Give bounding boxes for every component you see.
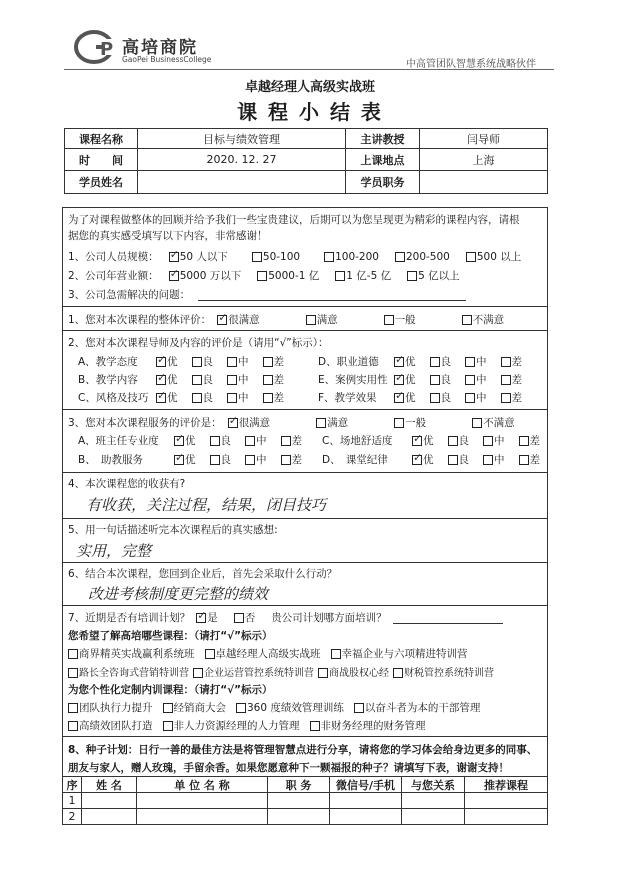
place-value[interactable]: 上海 bbox=[419, 148, 548, 171]
rating-medium[interactable]: 中 bbox=[227, 390, 249, 405]
q3-input-line[interactable] bbox=[198, 289, 466, 301]
rating-excellent[interactable]: ✓ 优 bbox=[394, 390, 416, 405]
checkbox-icon[interactable] bbox=[448, 436, 458, 446]
custom-opt[interactable]: 360 度绩效管理训练 bbox=[236, 700, 344, 715]
s4-answer[interactable]: 有收获，关注过程，结果，闭目技巧 bbox=[86, 496, 327, 514]
custom-opt[interactable]: 高绩效团队打造 bbox=[68, 718, 153, 733]
course-opt[interactable]: 路长全咨询式营销特训营 bbox=[68, 664, 189, 679]
place-label: 上课地点 bbox=[345, 148, 420, 171]
checkbox-icon[interactable] bbox=[281, 436, 291, 446]
s7-plan-line[interactable] bbox=[393, 612, 503, 624]
rating-excellent[interactable]: ✓ 优 bbox=[394, 354, 416, 369]
checkbox-icon[interactable] bbox=[316, 418, 326, 428]
q2-opt2[interactable]: 5000-1 亿 bbox=[257, 268, 319, 283]
q1-opt4[interactable]: 200-500 bbox=[395, 251, 450, 263]
s7-no[interactable]: 否 bbox=[234, 610, 256, 625]
course-opt[interactable]: 企业运营管控系统特训营 bbox=[193, 664, 314, 679]
rating-medium[interactable]: 中 bbox=[465, 372, 487, 387]
q3-label: 3、公司急需解决的问题： bbox=[68, 289, 191, 301]
checkbox-icon[interactable] bbox=[394, 375, 404, 385]
checkbox-icon[interactable] bbox=[430, 393, 440, 403]
q1-opt5[interactable]: 500 以上 bbox=[466, 249, 521, 264]
position-value[interactable] bbox=[419, 170, 548, 194]
rating-poor[interactable]: 差 bbox=[281, 433, 303, 448]
checkbox-icon[interactable] bbox=[354, 703, 364, 713]
th-name: 姓 名 bbox=[81, 776, 137, 793]
q2-opt4[interactable]: 5 亿以上 bbox=[407, 268, 460, 283]
rating-medium[interactable]: 中 bbox=[483, 452, 505, 467]
row-no: 2 bbox=[62, 808, 82, 825]
page-title: 课 程 小 结 表 bbox=[237, 100, 383, 124]
checkbox-icon[interactable] bbox=[324, 252, 334, 262]
th-no: 序 bbox=[62, 776, 82, 793]
checkbox-icon[interactable] bbox=[193, 668, 203, 678]
checkbox-icon[interactable] bbox=[465, 393, 475, 403]
rating-good[interactable]: 良 bbox=[210, 452, 232, 467]
checkbox-icon[interactable] bbox=[519, 455, 529, 465]
checkbox-icon[interactable] bbox=[205, 649, 215, 659]
table-cell[interactable] bbox=[136, 808, 268, 825]
checkbox-icon[interactable] bbox=[384, 315, 394, 325]
rating-poor[interactable]: 差 bbox=[501, 354, 523, 369]
s3-label: 3、您对本次课程服务的评价是： bbox=[68, 417, 222, 429]
checkbox-icon[interactable] bbox=[210, 455, 220, 465]
checkbox-icon[interactable] bbox=[335, 271, 345, 281]
course-opt[interactable]: 卓越经理人高级实战班 bbox=[205, 646, 321, 661]
s4-label: 4、本次课程您的收获有? bbox=[68, 478, 186, 490]
th-relation: 与您关系 bbox=[401, 776, 465, 793]
table-cell[interactable] bbox=[329, 792, 402, 809]
rating-medium[interactable]: 中 bbox=[245, 452, 267, 467]
checkbox-icon[interactable] bbox=[68, 649, 78, 659]
checkbox-icon[interactable] bbox=[227, 357, 237, 367]
rating-excellent[interactable]: ✓ 优 bbox=[174, 452, 196, 467]
checkbox-icon[interactable] bbox=[227, 393, 237, 403]
checkbox-icon[interactable] bbox=[245, 455, 255, 465]
q1-opt3[interactable]: 100-200 bbox=[324, 251, 379, 263]
rating-good[interactable]: 良 bbox=[192, 354, 214, 369]
rating-poor[interactable]: 差 bbox=[501, 390, 523, 405]
checkbox-icon[interactable] bbox=[227, 375, 237, 385]
checkbox-icon[interactable] bbox=[407, 271, 417, 281]
divider bbox=[62, 562, 548, 563]
checkbox-icon[interactable] bbox=[519, 436, 529, 446]
rating-good[interactable]: 良 bbox=[192, 372, 214, 387]
rating-good[interactable]: 良 bbox=[430, 390, 452, 405]
checkbox-icon[interactable] bbox=[263, 357, 273, 367]
custom-opt[interactable]: 团队执行力提升 bbox=[68, 700, 153, 715]
s1-opt4[interactable]: 不满意 bbox=[462, 312, 505, 327]
s8-line2: 朋友与家人，赠人玫瑰，手留余香。如果您愿意种下一颗福报的种子？请填写下表，谢谢支持！ bbox=[68, 762, 509, 774]
th-course: 推荐课程 bbox=[464, 776, 548, 793]
checkbox-icon[interactable] bbox=[263, 393, 273, 403]
q2-label: 2、公司年营业额： bbox=[68, 270, 159, 282]
checkbox-icon[interactable] bbox=[169, 252, 179, 262]
checkbox-icon[interactable] bbox=[68, 668, 78, 678]
s7-plan: 贵公司计划哪方面培训？ bbox=[271, 612, 387, 624]
checkbox-icon[interactable] bbox=[412, 455, 422, 465]
course-opt[interactable]: 商界精英实战赢利系统班 bbox=[68, 646, 195, 661]
time-label: 时 间 bbox=[64, 148, 138, 171]
table-cell[interactable] bbox=[267, 808, 330, 825]
s8-line1: 8、种子计划：日行一善的最佳方法是将管理智慧点进行分享，请将您的学习体会给身边更多的同事、 bbox=[68, 744, 538, 756]
q1-label: 1、公司人员规模： bbox=[68, 251, 159, 263]
checkbox-icon[interactable] bbox=[174, 436, 184, 446]
checkbox-icon[interactable] bbox=[318, 668, 328, 678]
course-opt[interactable]: 财税管控系统特训营 bbox=[393, 664, 494, 679]
q1-opt2[interactable]: 50-100 bbox=[252, 251, 300, 263]
s1-label: 1、您对本次课程的整体评价： bbox=[68, 314, 212, 326]
position-label: 学员职务 bbox=[345, 170, 420, 194]
checkbox-icon[interactable] bbox=[306, 315, 316, 325]
divider bbox=[62, 330, 548, 331]
s7-yes[interactable]: ✓ 是 bbox=[196, 610, 218, 625]
checkbox-icon[interactable] bbox=[68, 703, 78, 713]
table-cell[interactable] bbox=[136, 792, 268, 809]
tagline: 中高管团队智慧系统战略伙伴 bbox=[406, 59, 536, 70]
checkbox-icon[interactable] bbox=[501, 375, 511, 385]
s2-e-label: E、案例实用性 bbox=[318, 374, 388, 386]
checkbox-icon[interactable] bbox=[263, 375, 273, 385]
s2-f-label: F、教学效果 bbox=[318, 392, 377, 404]
table-cell[interactable] bbox=[464, 792, 548, 809]
checkbox-icon[interactable] bbox=[156, 357, 166, 367]
q2-opt1[interactable]: ✓ 5000 万以下 bbox=[169, 268, 242, 283]
checkbox-icon[interactable] bbox=[163, 703, 173, 713]
rating-poor[interactable]: 差 bbox=[519, 433, 541, 448]
checkbox-icon[interactable] bbox=[196, 613, 206, 623]
checkbox-icon[interactable] bbox=[192, 393, 202, 403]
rating-poor[interactable]: 差 bbox=[519, 452, 541, 467]
checkbox-icon[interactable] bbox=[310, 721, 320, 731]
course-label: 课程名称 bbox=[64, 128, 138, 149]
course-opt[interactable]: 幸福企业与六项精进特训营 bbox=[331, 646, 468, 661]
rating-excellent[interactable]: ✓ 优 bbox=[394, 372, 416, 387]
rating-medium[interactable]: 中 bbox=[245, 433, 267, 448]
program-title: 卓越经理人高级实战班 bbox=[244, 80, 375, 95]
s1-opt3[interactable]: 一般 bbox=[384, 312, 416, 327]
s3-d-label: D、 课堂纪律 bbox=[322, 454, 388, 466]
s3-opt3[interactable]: 一般 bbox=[394, 415, 426, 430]
s5-label: 5、用一句话描述听完本次课程后的真实感想: bbox=[68, 524, 278, 536]
checkbox-icon[interactable] bbox=[163, 721, 173, 731]
checkbox-icon[interactable] bbox=[156, 393, 166, 403]
s6-answer[interactable]: 改进考核制度更完整的绩效 bbox=[88, 585, 269, 603]
checkbox-icon[interactable] bbox=[68, 721, 78, 731]
rating-medium[interactable]: 中 bbox=[483, 433, 505, 448]
checkbox-icon[interactable] bbox=[448, 455, 458, 465]
s5-answer[interactable]: 实用，完整 bbox=[76, 542, 152, 560]
rating-medium[interactable]: 中 bbox=[227, 372, 249, 387]
checkbox-icon[interactable] bbox=[462, 315, 472, 325]
s7-custom: 为您个性化定制内训课程：（请打“√”标示） bbox=[68, 684, 273, 696]
rating-medium[interactable]: 中 bbox=[465, 390, 487, 405]
custom-opt[interactable]: 非人力资源经理的人力管理 bbox=[163, 718, 300, 733]
rating-poor[interactable]: 差 bbox=[263, 354, 285, 369]
divider bbox=[62, 472, 548, 473]
student-label: 学员姓名 bbox=[64, 170, 138, 194]
divider bbox=[62, 409, 548, 410]
s3-opt2[interactable]: 满意 bbox=[316, 415, 348, 430]
checkbox-icon[interactable] bbox=[483, 455, 493, 465]
th-title: 职 务 bbox=[267, 776, 330, 793]
intro-line1: 为了对课程做整体的回顾并给予我们一些宝贵建议，后期可以为您呈现更为精彩的课程内容，请根 bbox=[68, 214, 520, 226]
rating-good[interactable]: 良 bbox=[448, 433, 470, 448]
checkbox-icon[interactable] bbox=[394, 357, 404, 367]
table-cell[interactable] bbox=[401, 792, 465, 809]
table-cell[interactable] bbox=[81, 792, 137, 809]
divider bbox=[62, 605, 548, 606]
s3-a-label: A、班主任专业度 bbox=[78, 435, 159, 447]
checkbox-icon[interactable] bbox=[192, 375, 202, 385]
checkbox-icon[interactable] bbox=[393, 668, 403, 678]
rating-excellent[interactable]: ✓ 优 bbox=[156, 390, 178, 405]
header-rule bbox=[64, 69, 554, 70]
teacher-value[interactable]: 闫导师 bbox=[419, 128, 548, 149]
s3-b-label: B、 助教服务 bbox=[78, 454, 143, 466]
s3-opt4[interactable]: 不满意 bbox=[472, 415, 515, 430]
checkbox-icon[interactable] bbox=[394, 418, 404, 428]
custom-opt[interactable]: 非财务经理的财务管理 bbox=[310, 718, 426, 733]
rating-good[interactable]: 良 bbox=[430, 372, 452, 387]
s2-c-label: C、风格及技巧 bbox=[78, 392, 149, 404]
checkbox-icon[interactable] bbox=[174, 455, 184, 465]
checkbox-icon[interactable] bbox=[252, 252, 262, 262]
checkbox-icon[interactable] bbox=[236, 703, 246, 713]
rating-poor[interactable]: 差 bbox=[501, 372, 523, 387]
row-no: 1 bbox=[62, 792, 82, 809]
checkbox-icon[interactable] bbox=[257, 271, 267, 281]
checkbox-icon[interactable] bbox=[169, 271, 179, 281]
q2-opt3[interactable]: 1 亿-5 亿 bbox=[335, 268, 391, 283]
checkbox-icon[interactable] bbox=[245, 436, 255, 446]
rating-good[interactable]: 良 bbox=[448, 452, 470, 467]
s1-opt2[interactable]: 满意 bbox=[306, 312, 338, 327]
q1-opt1[interactable]: ✓ 50 人以下 bbox=[169, 249, 228, 264]
checkbox-icon[interactable] bbox=[430, 375, 440, 385]
s2-b-label: B、教学内容 bbox=[78, 374, 138, 386]
divider bbox=[62, 306, 548, 307]
checkbox-icon[interactable] bbox=[412, 436, 422, 446]
checkbox-icon[interactable] bbox=[483, 436, 493, 446]
checkbox-icon[interactable] bbox=[228, 418, 238, 428]
th-contact: 微信号/手机 bbox=[329, 776, 402, 793]
rating-medium[interactable]: 中 bbox=[227, 354, 249, 369]
checkbox-icon[interactable] bbox=[395, 252, 405, 262]
s3-c-label: C、场地舒适度 bbox=[322, 435, 393, 447]
rating-poor[interactable]: 差 bbox=[263, 372, 285, 387]
rating-poor[interactable]: 差 bbox=[281, 452, 303, 467]
th-org: 单 位 名 称 bbox=[136, 776, 268, 793]
s2-label: 2、您对本次课程导师及内容的评价是（请用“√”标示）： bbox=[68, 337, 329, 349]
rating-excellent[interactable]: ✓ 优 bbox=[412, 433, 434, 448]
checkbox-icon[interactable] bbox=[217, 315, 227, 325]
checkbox-icon[interactable] bbox=[234, 613, 244, 623]
divider bbox=[62, 518, 548, 519]
course-opt[interactable]: 商战股权心经 bbox=[318, 664, 389, 679]
rating-good[interactable]: 良 bbox=[192, 390, 214, 405]
checkbox-icon[interactable] bbox=[331, 649, 341, 659]
checkbox-icon[interactable] bbox=[465, 357, 475, 367]
checkbox-icon[interactable] bbox=[466, 252, 476, 262]
table-cell[interactable] bbox=[464, 808, 548, 825]
checkbox-icon[interactable] bbox=[156, 375, 166, 385]
rating-excellent[interactable]: ✓ 优 bbox=[412, 452, 434, 467]
teacher-label: 主讲教授 bbox=[345, 128, 420, 149]
checkbox-icon[interactable] bbox=[465, 375, 475, 385]
checkbox-icon[interactable] bbox=[210, 436, 220, 446]
brand-en: GaoPei BusinessCollege bbox=[122, 55, 212, 64]
rating-excellent[interactable]: ✓ 优 bbox=[174, 433, 196, 448]
rating-good[interactable]: 良 bbox=[430, 354, 452, 369]
s7-label: 7、近期是否有培训计划？ bbox=[68, 612, 191, 624]
checkbox-icon[interactable] bbox=[430, 357, 440, 367]
checkbox-icon[interactable] bbox=[192, 357, 202, 367]
student-value[interactable] bbox=[137, 170, 346, 194]
rating-medium[interactable]: 中 bbox=[465, 354, 487, 369]
table-cell[interactable] bbox=[329, 808, 402, 825]
rating-poor[interactable]: 差 bbox=[263, 390, 285, 405]
course-value[interactable]: 目标与绩效管理 bbox=[137, 128, 346, 149]
checkbox-icon[interactable] bbox=[472, 418, 482, 428]
s2-d-label: D、职业道德 bbox=[318, 356, 379, 368]
rating-good[interactable]: 良 bbox=[210, 433, 232, 448]
s6-label: 6、结合本次课程，您回到企业后，首先会采取什么行动？ bbox=[68, 568, 338, 580]
checkbox-icon[interactable] bbox=[281, 455, 291, 465]
custom-opt[interactable]: 经销商大会 bbox=[163, 700, 227, 715]
table-cell[interactable] bbox=[81, 808, 137, 825]
svg-text:P: P bbox=[100, 39, 114, 60]
checkbox-icon[interactable] bbox=[501, 393, 511, 403]
brand-cn: 高培商院 bbox=[122, 38, 198, 58]
rating-excellent[interactable]: ✓ 优 bbox=[156, 354, 178, 369]
intro-line2: 据您的真实感受填写以下内容，非常感谢！ bbox=[68, 230, 268, 242]
logo bbox=[74, 29, 118, 65]
rating-excellent[interactable]: ✓ 优 bbox=[156, 372, 178, 387]
s3-opt1[interactable]: ✓ 很满意 bbox=[228, 415, 271, 430]
custom-opt[interactable]: 以奋斗者为本的干部管理 bbox=[354, 700, 481, 715]
table-cell[interactable] bbox=[267, 792, 330, 809]
checkbox-icon[interactable] bbox=[394, 393, 404, 403]
checkbox-icon[interactable] bbox=[501, 357, 511, 367]
table-cell[interactable] bbox=[401, 808, 465, 825]
divider bbox=[62, 736, 548, 737]
time-value[interactable]: 2020. 12. 27 bbox=[137, 148, 346, 171]
s1-opt1[interactable]: ✓ 很满意 bbox=[217, 312, 260, 327]
s7-want: 您希望了解高培哪些课程：（请打“√”标示） bbox=[68, 630, 273, 642]
s2-a-label: A、教学态度 bbox=[78, 356, 138, 368]
